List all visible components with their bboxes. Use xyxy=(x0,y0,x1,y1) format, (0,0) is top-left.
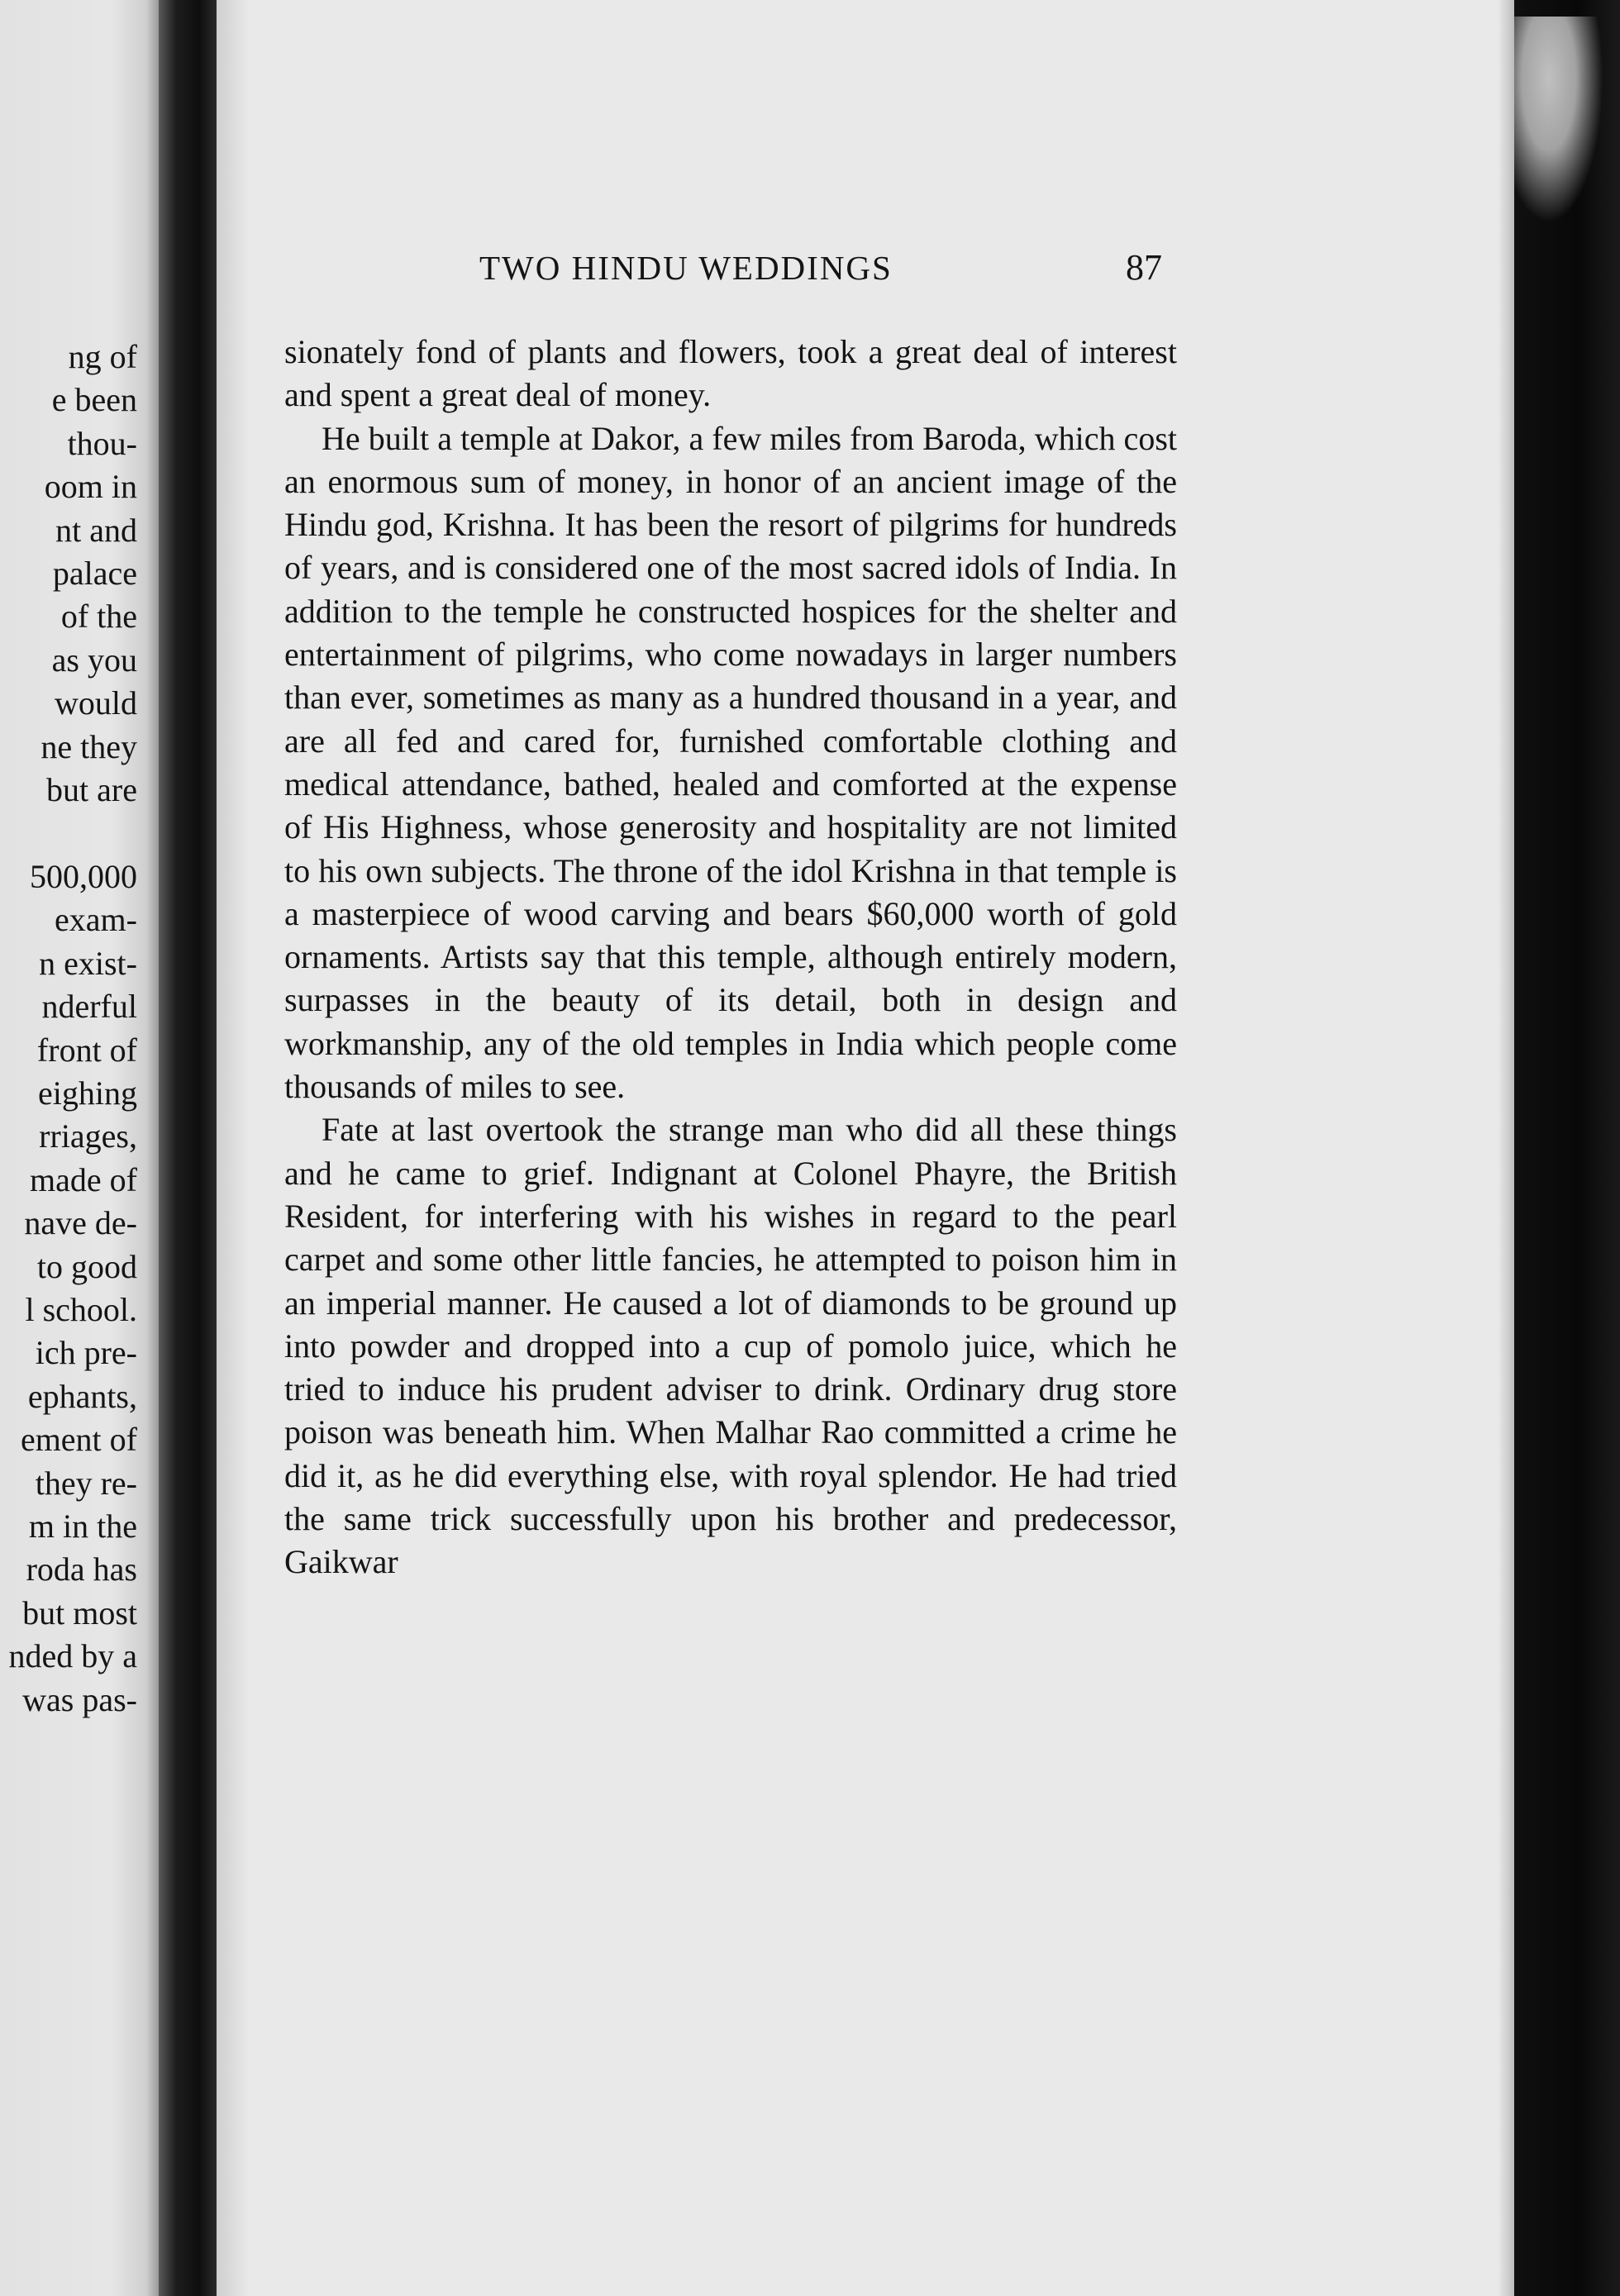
previous-page-line: nt and xyxy=(55,511,137,549)
previous-page-line: exam- xyxy=(55,901,137,939)
previous-page-line: ephants, xyxy=(27,1377,137,1415)
previous-page-line: n exist- xyxy=(39,944,137,982)
previous-page-line: ng of xyxy=(68,338,137,375)
previous-page-line: nded by a xyxy=(8,1637,137,1675)
previous-page-line: ich pre- xyxy=(35,1334,137,1372)
running-title: TWO HINDU WEDDINGS xyxy=(479,249,893,287)
previous-page-line: nave de- xyxy=(24,1204,137,1242)
book-gutter xyxy=(159,0,217,2296)
paragraph: Fate at last overtook the strange man who did all these things and he came to grief. Indignant at Colonel Phayre, the British Resident, for interfering with his wishes in regard to the pearl carpet and some other little fancies, he attempted to poison him in an imperial manner. He caused a lot of diamonds to be ground up into powder and dropped into a cup of pomolo juice, which he tried to induce his prudent adviser to drink. Ordinary drug store poison was beneath him. When Malhar Rao committed a crime he did it, as he did everything else, with royal splendor. He had tried the same trick successfully upon his brother and predecessor, Gaikwar xyxy=(284,1111,1177,1581)
previous-page-line: ement of xyxy=(20,1421,137,1459)
page-number: 87 xyxy=(1126,247,1162,288)
previous-page-line xyxy=(8,812,137,855)
previous-page-line: to good xyxy=(36,1247,137,1285)
body-text xyxy=(284,331,1177,1584)
previous-page-line: eighing xyxy=(38,1074,137,1112)
previous-page-line: m in the xyxy=(28,1507,137,1545)
previous-page-line: as you xyxy=(51,641,137,679)
previous-page-line: palace xyxy=(52,555,137,593)
previous-page-edge xyxy=(0,0,159,2296)
previous-page-line: roda has xyxy=(26,1551,137,1589)
previous-page-line: nderful xyxy=(41,988,137,1026)
previous-page-line: they re- xyxy=(35,1464,137,1502)
previous-page-line: ne they xyxy=(40,727,137,765)
previous-page-line: but most xyxy=(22,1593,137,1631)
previous-page-line: rriages, xyxy=(39,1117,137,1155)
scan-border-right xyxy=(1514,0,1620,2296)
previous-page-line: front of xyxy=(36,1031,137,1069)
torn-paper-fragment xyxy=(1513,17,1603,223)
page-right-edge xyxy=(1498,0,1514,2296)
paragraph: He built a temple at Dakor, a few miles from Baroda, which cost an enormous sum of money, in honor of an ancient image of the Hindu god, Krishna. It has been the resort of pilgrims for hundreds of years, and is considered one of the most sacred idols of India. In addition to the temple he constructed hospices for the shelter and entertainment of pilgrims, who come nowadays in larger numbers than ever, sometimes as many as a hundred thousand in a year, and are all fed and cared for, furnished comfortable clothing and medical attendance, bathed, healed and comforted at the expense of His Highness, whose generosity and hospitality are not limited to his own subjects. The throne of the idol Krishna in that temple is a masterpiece of wood carving and bears $60,000 worth of gold ornaments. Artists say that this temple, although entirely modern, surpasses in the beauty of its detail, both in design and workmanship, any of the old temples in India which people come thousands of miles to see. xyxy=(284,419,1177,1106)
previous-page-line: thou- xyxy=(67,424,137,462)
previous-page-line: made of xyxy=(30,1160,137,1198)
previous-page-line: oom in xyxy=(44,468,137,506)
previous-page-line: 500,000 xyxy=(30,857,137,895)
previous-page-line: was pas- xyxy=(22,1680,137,1718)
previous-page-line: e been xyxy=(51,381,137,419)
previous-page-line: l school. xyxy=(25,1290,137,1328)
paragraph: sionately fond of plants and flowers, took a great deal of interest and spent a great deal of money. xyxy=(284,333,1177,414)
page-curve-shadow xyxy=(217,0,250,2296)
previous-page-line: of the xyxy=(60,598,137,636)
previous-page-line: but are xyxy=(46,771,137,809)
previous-page-text xyxy=(8,336,137,1722)
previous-page-line: would xyxy=(55,684,137,722)
